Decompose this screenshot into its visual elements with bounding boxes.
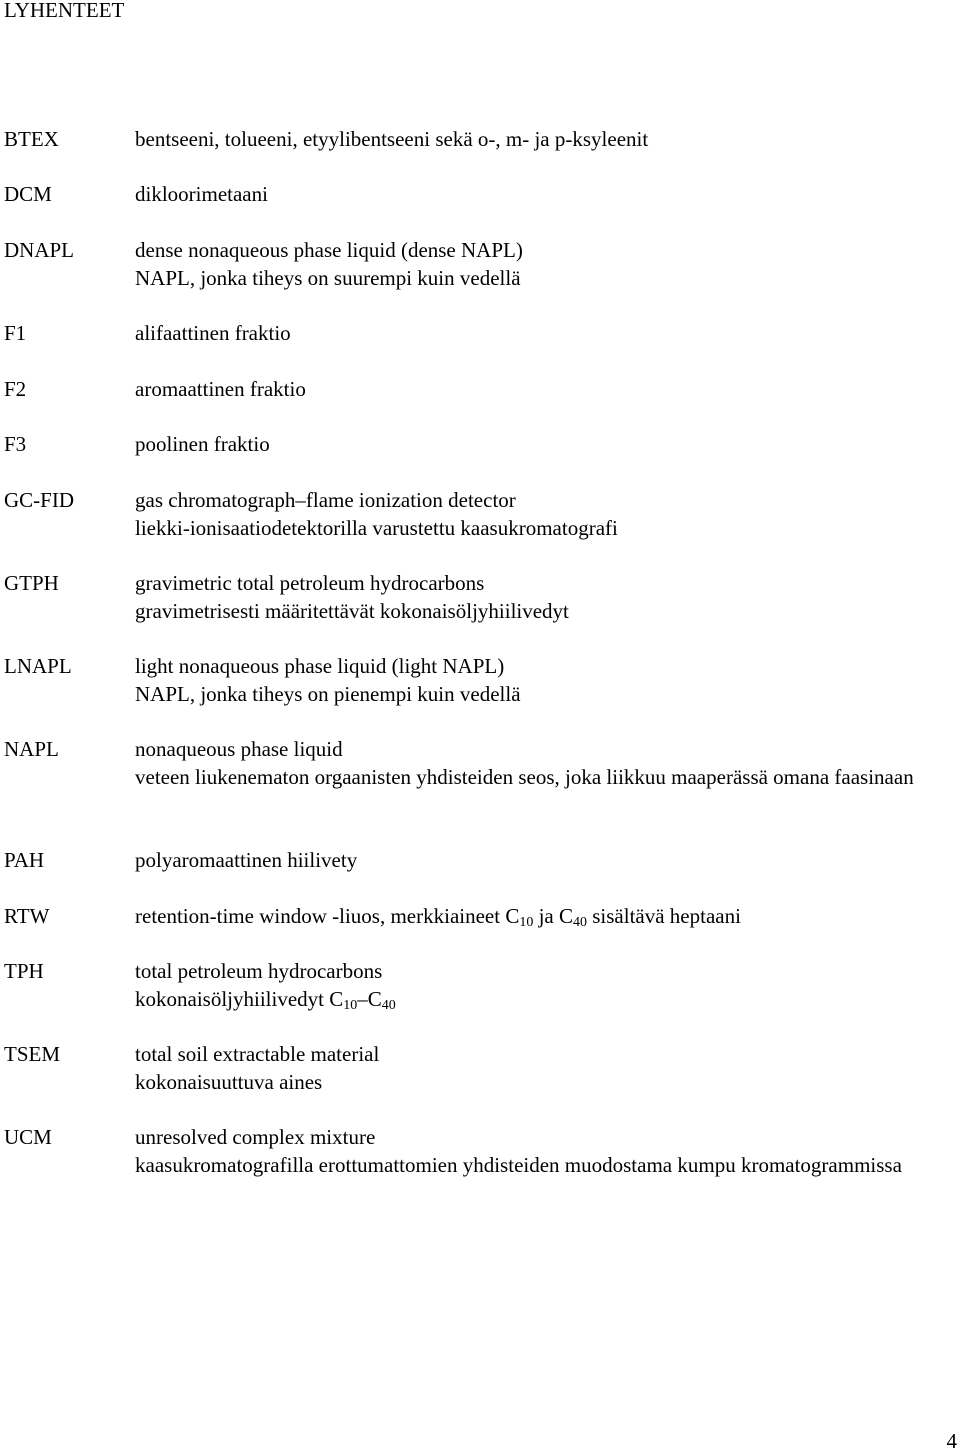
definition-line: alifaattinen fraktio (135, 321, 291, 345)
definition-line: liekki-ionisaatiodetektorilla varustettu kaasukromatografi (135, 516, 618, 540)
definition-line: bentseeni, tolueeni, etyylibentseeni sekä o-, m- ja p-ksyleenit (135, 127, 649, 151)
definition-line: gravimetric total petroleum hydrocarbons (135, 571, 485, 595)
definition-line: poolinen fraktio (135, 432, 270, 456)
abbreviation-definition (135, 430, 957, 458)
definition-line: kokonaisöljyhiilivedyt $C_{10}-C_{40}$ (135, 987, 396, 1013)
abbreviation-term: DNAPL (4, 238, 75, 262)
abbreviation-definition (135, 846, 957, 874)
definition-line: dikloorimetaani (135, 182, 268, 206)
abbreviation-definition (135, 569, 957, 625)
abbreviation-term: RTW (4, 904, 50, 928)
definition-line: polyaromaattinen hiilivety (135, 848, 358, 872)
abbreviation-definition (135, 902, 957, 930)
abbreviation-term: F2 (4, 377, 27, 401)
definition-line: kokonaisuuttuva aines (135, 1070, 323, 1094)
page-number: 4 (946, 1429, 957, 1453)
abbreviation-term: TSEM (4, 1042, 61, 1066)
abbreviation-definition (135, 180, 957, 208)
abbreviation-definition (135, 957, 957, 1013)
abbreviation-definition (135, 652, 957, 708)
abbreviation-definition (135, 236, 957, 292)
abbreviation-term: PAH (4, 848, 45, 872)
abbreviation-definition (135, 486, 957, 542)
abbreviation-term: NAPL (4, 737, 59, 761)
definition-line: NAPL, jonka tiheys on suurempi kuin vedellä (135, 266, 521, 290)
definition-line: dense nonaqueous phase liquid (dense NAPL) (135, 238, 523, 262)
abbreviation-definition (135, 125, 957, 153)
definition-line: total soil extractable material (135, 1042, 380, 1066)
abbreviation-definition (135, 1040, 957, 1096)
abbreviation-term: UCM (4, 1125, 52, 1149)
definition-line: gas chromatograph–flame ionization detector (135, 488, 516, 512)
abbreviation-term: DCM (4, 182, 52, 206)
definition-line: kaasukromatografilla erottumattomien yhdisteiden muodostama kumpu kromatogrammissa (135, 1153, 902, 1177)
abbreviation-term: TPH (4, 959, 44, 983)
definition-line: light nonaqueous phase liquid (light NAPL) (135, 654, 505, 678)
definition-line: total petroleum hydrocarbons (135, 959, 383, 983)
definition-line: gravimetrisesti määritettävät kokonaisöljyhiilivedyt (135, 599, 569, 623)
abbreviation-term: F3 (4, 432, 27, 456)
abbreviation-term: F1 (4, 321, 27, 345)
abbreviation-term: GTPH (4, 571, 59, 595)
abbreviation-definition (135, 735, 957, 791)
page-title: LYHENTEET (4, 0, 125, 22)
abbreviation-term: BTEX (4, 127, 59, 151)
abbreviation-term: GC-FID (4, 488, 75, 512)
definition-line: veteen liukenematon orgaanisten yhdisteiden seos, joka liikkuu maaperässä omana faasinaan (135, 765, 914, 789)
definition-line: unresolved complex mixture (135, 1125, 376, 1149)
definition-line: nonaqueous phase liquid (135, 737, 343, 761)
definition-line: aromaattinen fraktio (135, 377, 306, 401)
abbreviation-term: LNAPL (4, 654, 72, 678)
definition-line: NAPL, jonka tiheys on pienempi kuin vedellä (135, 682, 521, 706)
abbreviation-definition (135, 1123, 957, 1179)
abbreviation-definition (135, 319, 957, 347)
definition-line: retention-time window -liuos, merkkiaineet $C_{10}$ ja $C_{40}$ sisältävä heptaani (135, 904, 741, 930)
abbreviation-definition (135, 375, 957, 403)
